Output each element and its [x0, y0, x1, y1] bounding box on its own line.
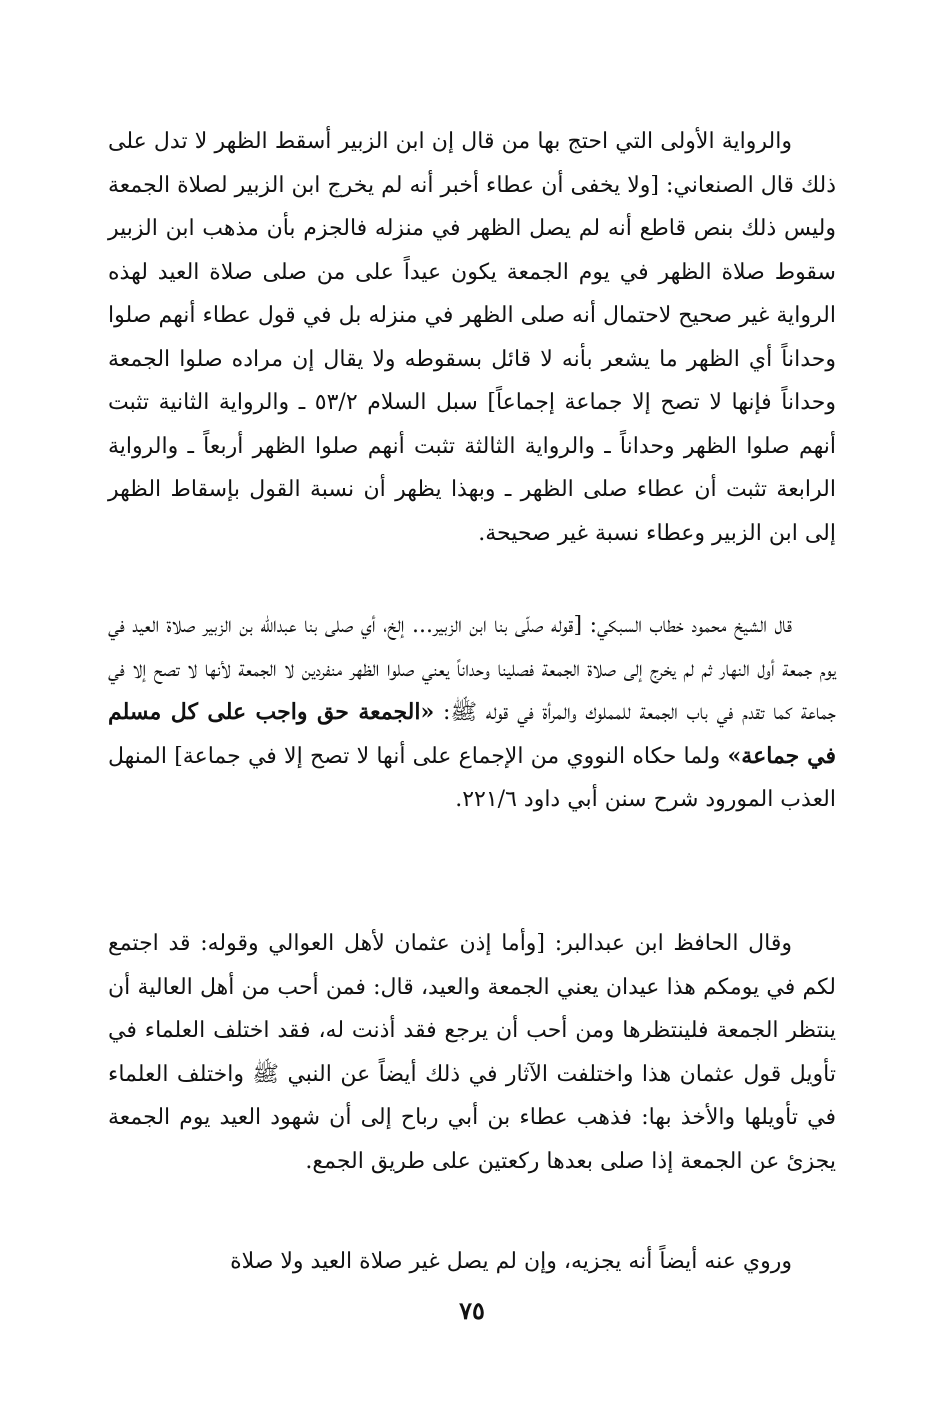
paragraph-4: وروي عنه أيضاً أنه يجزيه، وإن لم يصل غير صلاة العيد ولا صلاة	[230, 1249, 792, 1274]
page-number: ٧٥	[459, 1296, 485, 1325]
paragraph-2-before: قال الشيخ محمود خطاب السبكي: [قوله صلّى بنا ابن الزبير... إلخ، أي صلى بنا عبدالله بن الزبير صلاة العيد في يوم جمعة أول النهار ثم لم يخرج إلى صلاة الجمعة فصلينا وحداناً يعني صلوا الظهر منفردين لا الجمعة لأنها لا تصح إلا في جماعة كما تقدم في باب الجمعة للمملوك والمرأة في قوله ﷺ:	[108, 613, 837, 725]
hadith-quote: «الجمعة حق واجب على كل مسلم في جماعة»	[108, 699, 836, 769]
paragraph-3: وقال الحافظ ابن عبدالبر: [وأما إذن عثمان لأهل العوالي وقوله: قد اجتمع لكم في يومكم هذا عيدان يعني الجمعة والعيد، قال: فمن أحب من أهل العالية أن ينتظر الجمعة فلينتظرها ومن أحب أن يرجع فقد أذنت له، فقد اختلف العلماء في تأويل قول عثمان هذا واختلفت الآثار في ذلك أيضاً عن النبي ﷺ واختلف العلماء في تأويلها والأخذ بها: فذهب عطاء بن أبي رباح إلى أن شهود العيد يوم الجمعة يجزئ عن الجمعة إذا صلى بعدها ركعتين على طريق الجمع.	[108, 931, 836, 1174]
paragraph-2	[108, 604, 836, 822]
paragraph-1: والرواية الأولى التي احتج بها من قال إن ابن الزبير أسقط الظهر لا تدل على ذلك قال الصنعاني: [ولا يخفى أن عطاء أخبر أنه لم يخرج ابن الزبير لصلاة الجمعة وليس ذلك بنص قاطع أنه لم يصل الظهر في منزله فالجزم بأن مذهب ابن الزبير سقوط صلاة الظهر في يوم الجمعة يكون عيداً على من صلى صلاة العيد لهذه الرواية غير صحيح لاحتمال أنه صلى الظهر في منزله بل في قول عطاء أنهم صلوا وحداناً أي الظهر ما يشعر بأنه لا قائل بسقوطه ولا يقال إن مراده صلوا الجمعة وحداناً فإنها لا تصح إلا جماعة إجماعاً] سبل السلام ٥٣/٢ ـ والرواية الثانية تثبت أنهم صلوا الظهر وحداناً ـ والرواية الثالثة تثبت أنهم صلوا الظهر أربعاً ـ والرواية الرابعة تثبت أن عطاء صلى الظهر ـ وبهذا يظهر أن نسبة القول بإسقاط الظهر إلى ابن الزبير وعطاء نسبة غير صحيحة.	[108, 129, 836, 546]
paragraph-2-after: ولما حكاه النووي من الإجماع على أنها لا تصح إلا في جماعة] المنهل العذب المورود شرح سنن أبي داود ٢٢١/٦.	[108, 743, 836, 812]
